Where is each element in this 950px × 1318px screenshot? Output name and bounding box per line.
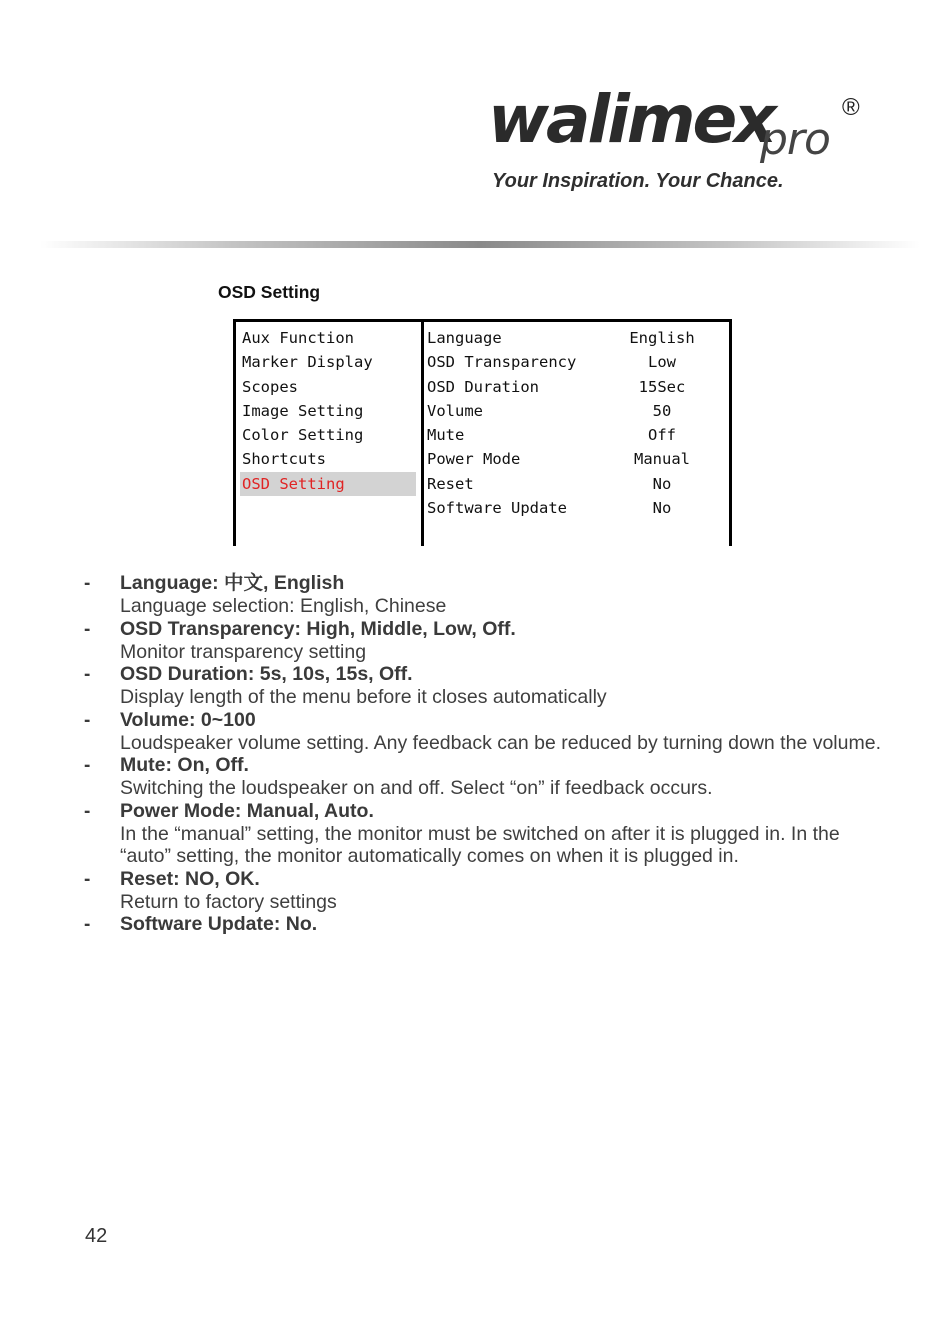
osd-category-item[interactable]: Color Setting [242,426,364,445]
description-item [84,913,884,936]
description-item [84,800,884,868]
osd-setting-value: No [652,474,672,493]
description-title: Power Mode: Manual, Auto. [120,799,374,822]
description-text: In the “manual” setting, the monitor must be switched on after it is plugged in. In the “auto” setting, the monitor automatically comes on when it is plugged in. [120,822,840,867]
header-divider [40,241,920,248]
list-dash: - [84,914,91,935]
list-dash: - [84,800,91,822]
description-title: Reset: NO, OK. [120,867,260,890]
osd-setting-value: 50 [652,401,672,420]
osd-setting-label: Reset [427,474,474,493]
osd-setting-value: No [652,499,672,518]
osd-setting-value: Off [648,426,676,445]
osd-setting-label: Power Mode [427,450,521,469]
description-text: Monitor transparency setting [120,640,367,663]
osd-setting-row[interactable] [427,350,727,374]
logo-pro-suffix: pro [760,114,830,165]
description-title: OSD Duration: 5s, 10s, 15s, Off. [120,663,413,685]
list-dash: - [84,868,91,890]
osd-category-item[interactable]: Marker Display [242,353,373,372]
osd-setting-value: Low [648,353,676,372]
osd-setting-label: Volume [427,401,483,420]
osd-menu-categories [240,326,416,496]
osd-setting-row[interactable] [427,423,727,447]
description-title: OSD Transparency: High, Middle, Low, Off. [120,617,516,640]
list-dash: - [84,709,91,731]
page-number: 42 [85,1225,108,1247]
osd-category-item[interactable]: Aux Function [242,329,354,347]
osd-setting-value: Manual [634,450,690,469]
description-title: Volume: 0~100 [120,708,256,731]
osd-menu-panel [233,319,732,546]
brand-tagline: Your Inspiration. Your Chance. [492,170,784,192]
description-title: Software Update: No. [120,913,318,935]
osd-setting-value: English [629,329,695,347]
description-item [84,868,884,914]
description-text: Loudspeaker volume setting. Any feedback can be reduced by turning down the volume. [120,731,881,754]
description-item [84,709,884,755]
description-text: Display length of the menu before it closes automatically [120,686,607,708]
list-dash: - [84,755,91,776]
osd-settings-list [427,326,727,520]
description-title: Mute: On, Off. [120,754,249,776]
list-dash: - [84,618,91,640]
osd-setting-row[interactable] [427,399,727,423]
osd-setting-label: OSD Transparency [427,353,577,372]
settings-description-list [84,572,884,936]
osd-setting-row[interactable] [427,496,727,520]
osd-category-item[interactable]: Shortcuts [242,450,326,469]
osd-setting-row[interactable] [427,472,727,496]
osd-setting-value: 15Sec [638,377,686,396]
description-text: Switching the loudspeaker on and off. Select “on” if feedback occurs. [120,777,713,799]
list-dash: - [84,573,91,594]
description-item [84,572,884,618]
description-text: Language selection: English, Chinese [120,595,447,617]
list-dash: - [84,664,91,685]
osd-category-item[interactable]: Image Setting [242,401,364,420]
osd-setting-label: Language [427,329,502,347]
osd-column-divider [421,322,424,546]
description-item [84,618,884,664]
osd-category-item-active[interactable]: OSD Setting [240,472,416,496]
osd-setting-row[interactable] [427,375,727,399]
osd-setting-row[interactable] [427,326,727,350]
description-item [84,754,884,800]
osd-setting-row[interactable] [427,447,727,471]
section-title: OSD Setting [218,282,321,302]
description-title: Language: 中文, English [120,572,345,594]
osd-setting-label: OSD Duration [427,377,539,396]
osd-setting-label: Mute [427,426,465,445]
osd-category-item[interactable]: Scopes [242,377,298,396]
description-item [84,663,884,709]
description-text: Return to factory settings [120,890,337,913]
osd-setting-label: Software Update [427,499,567,518]
logo-wordmark: walimex [488,81,774,158]
registered-mark: ® [842,94,860,121]
